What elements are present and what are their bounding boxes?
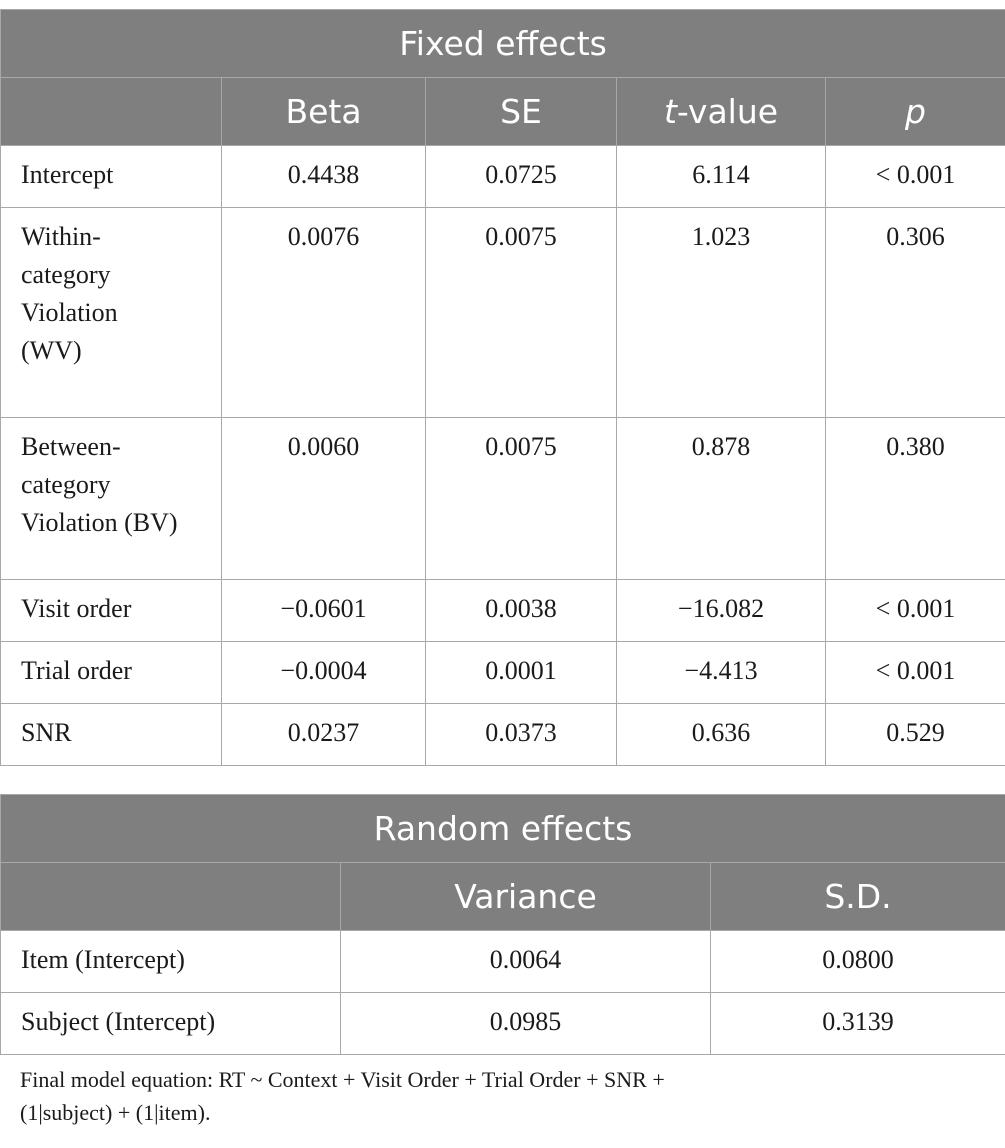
cell-value: < 0.001: [875, 656, 956, 685]
header-beta: Beta: [222, 78, 426, 146]
cell-se: [426, 704, 617, 766]
cell-value: 0.0373: [485, 718, 557, 747]
cell-se: [426, 208, 617, 418]
row-label-line: Visit order: [21, 594, 132, 623]
cell-beta: [222, 146, 426, 208]
cell-p: [826, 208, 1005, 418]
cell-value: 0.0800: [822, 945, 894, 974]
row-label-line: Violation: [21, 298, 118, 327]
cell-se: [426, 642, 617, 704]
row-label: [1, 208, 222, 418]
header-t-value: [617, 78, 826, 146]
cell-value: 0.0075: [485, 222, 557, 251]
header-se: SE: [426, 78, 617, 146]
cell-value: 1.023: [691, 222, 751, 251]
cell-value: < 0.001: [875, 160, 956, 189]
cell-t: [617, 580, 826, 642]
cell-se: [426, 146, 617, 208]
cell-sd: [711, 931, 1005, 993]
cell-beta: [222, 580, 426, 642]
cell-value: 0.380: [886, 432, 945, 461]
header-variance: Variance: [341, 863, 711, 931]
row-label-line: Between-: [21, 432, 121, 461]
cell-value: Item (Intercept): [21, 945, 185, 974]
cell-value: −4.413: [684, 656, 758, 685]
cell-value: 0.0725: [485, 160, 557, 189]
cell-value: 0.0038: [485, 594, 557, 623]
cell-value: 0.878: [691, 432, 751, 461]
row-label-line: Intercept: [21, 160, 114, 189]
row-label: [1, 146, 222, 208]
row-label-line: Within-: [21, 222, 101, 251]
cell-p: [826, 418, 1005, 580]
row-label-line: SNR: [21, 718, 72, 747]
row-label: [1, 418, 222, 580]
cell-p: [826, 704, 1005, 766]
cell-value: 0.0985: [489, 1007, 562, 1036]
cell-value: 6.114: [692, 160, 750, 189]
header-empty: [1, 78, 222, 146]
cell-se: [426, 418, 617, 580]
table-row: [1, 580, 1005, 642]
random-effects-body: [1, 931, 1005, 1055]
header-empty: [1, 863, 341, 931]
header-p: [826, 78, 1005, 146]
header-sd: S.D.: [711, 863, 1005, 931]
random-effects-table: [0, 794, 1005, 1055]
header-t-rest: -value: [676, 92, 779, 131]
random-effects-title: Random effects: [1, 795, 1005, 863]
cell-value: 0.0001: [485, 656, 557, 685]
header-t-italic: t: [663, 92, 677, 131]
cell-sd: [711, 993, 1005, 1055]
cell-value: −16.082: [677, 594, 765, 623]
row-label-line: (WV): [21, 336, 82, 365]
cell-value: 0.3139: [822, 1007, 894, 1036]
cell-value: 0.0060: [287, 432, 360, 461]
table-row: [1, 146, 1005, 208]
cell-value: 0.0237: [287, 718, 360, 747]
row-label: [1, 931, 341, 993]
footnote-line-2: (1|subject) + (1|item).: [20, 1100, 211, 1125]
cell-beta: [222, 208, 426, 418]
table-row: [1, 704, 1005, 766]
cell-beta: [222, 642, 426, 704]
cell-beta: [222, 704, 426, 766]
table-row: [1, 993, 1005, 1055]
cell-beta: [222, 418, 426, 580]
table-footnote: [20, 1063, 1000, 1129]
cell-value: Subject (Intercept): [21, 1007, 216, 1036]
row-label: [1, 704, 222, 766]
cell-value: < 0.001: [875, 594, 956, 623]
row-label: [1, 993, 341, 1055]
fixed-effects-title: Fixed effects: [1, 10, 1005, 78]
row-label-line: category: [21, 260, 111, 289]
cell-variance: [341, 993, 711, 1055]
cell-p: [826, 580, 1005, 642]
table-row: [1, 642, 1005, 704]
footnote-line-1: Final model equation: RT ~ Context + Visit Order + Trial Order + SNR +: [20, 1067, 665, 1092]
cell-t: [617, 146, 826, 208]
row-label: [1, 580, 222, 642]
cell-value: 0.4438: [287, 160, 360, 189]
row-label-line: category: [21, 470, 111, 499]
table-row: [1, 418, 1005, 580]
cell-value: 0.529: [886, 718, 945, 747]
cell-value: 0.0076: [287, 222, 360, 251]
cell-p: [826, 642, 1005, 704]
header-p-italic: p: [905, 92, 926, 131]
table-row: [1, 208, 1005, 418]
cell-t: [617, 418, 826, 580]
fixed-effects-body: [1, 146, 1005, 766]
cell-value: 0.0064: [489, 945, 562, 974]
cell-value: 0.0075: [485, 432, 557, 461]
cell-t: [617, 208, 826, 418]
cell-se: [426, 580, 617, 642]
cell-value: 0.636: [691, 718, 751, 747]
cell-t: [617, 642, 826, 704]
cell-value: −0.0601: [280, 594, 367, 623]
row-label: [1, 642, 222, 704]
row-label-line: Trial order: [21, 656, 132, 685]
cell-t: [617, 704, 826, 766]
cell-value: 0.306: [886, 222, 945, 251]
cell-value: −0.0004: [280, 656, 367, 685]
fixed-effects-table: [0, 9, 1005, 766]
table-row: [1, 931, 1005, 993]
cell-variance: [341, 931, 711, 993]
cell-p: [826, 146, 1005, 208]
row-label-line: Violation (BV): [21, 508, 178, 537]
